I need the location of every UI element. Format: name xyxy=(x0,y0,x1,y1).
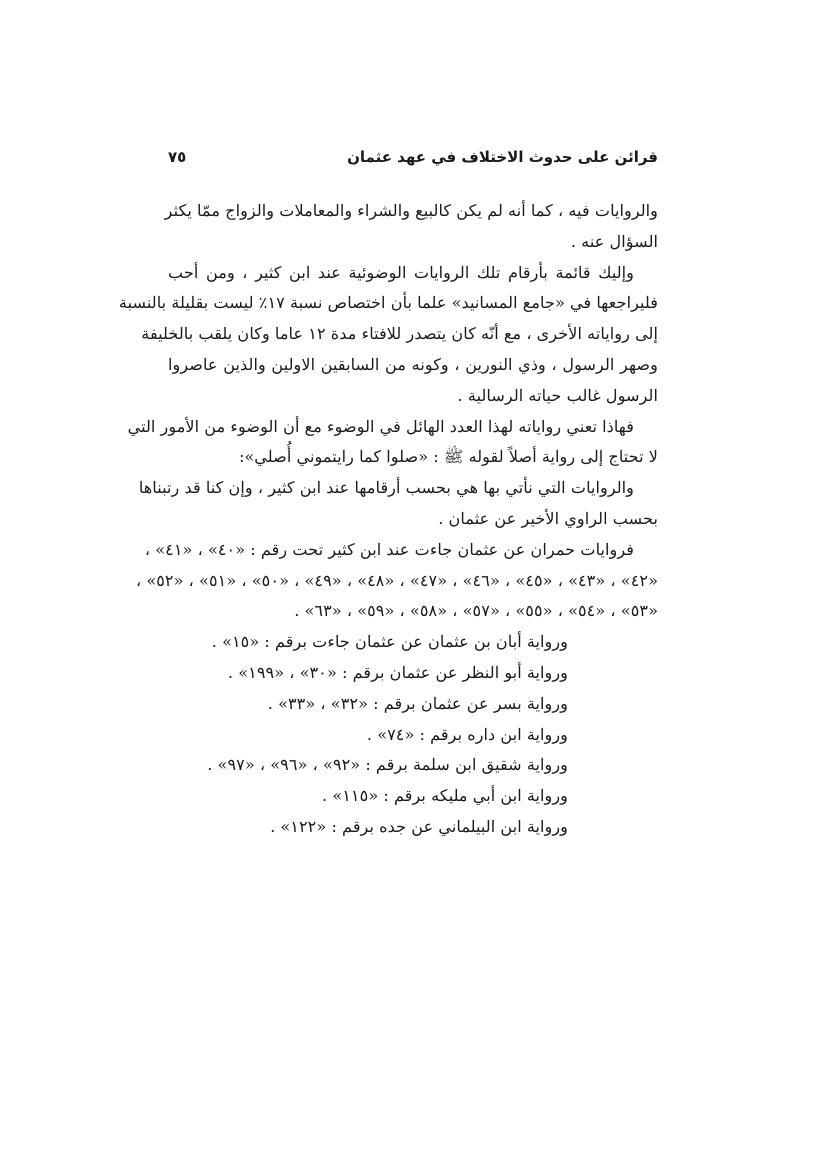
text-line: «٤٢» ، «٤٣» ، «٤٥» ، «٤٦» ، «٤٧» ، «٤٨» ، «٤٩» ، «٥٠» ، «٥١» ، «٥٢» ، xyxy=(135,570,658,590)
text-line: وصهر الرسول ، وذي النورين ، وكونه من السابقين الاولين والذين عاصروا xyxy=(168,354,658,374)
list-item: ورواية ابن البيلماني عن جده برقم : «١٢٢» . xyxy=(270,816,568,836)
text-line: وإليك قائمة بأرقام تلك الروايات الوضوئية عند ابن كثير ، ومن أحب xyxy=(168,262,634,282)
text-line: إلى رواياته الأخرى ، مع أنّه كان يتصدر للافتاء مدة ١٢ عاما وكان يلقب بالخليفة xyxy=(141,324,658,344)
list-item: ورواية أبان بن عثمان عن عثمان جاءت برقم : «١٥» . xyxy=(211,632,568,652)
list-item: ورواية شقيق ابن سلمة برقم : «٩٢» ، «٩٦» ، «٩٧» . xyxy=(207,755,568,775)
list-item: ورواية أبو النظر عن عثمان برقم : «٣٠» ، «١٩٩» . xyxy=(227,662,568,682)
text-line: والروايات فيه ، كما أنه لم يكن كالبيع والشراء والمعاملات والزواج ممّا يكثر xyxy=(164,201,658,220)
text-line: السؤال عنه . xyxy=(570,231,658,251)
list-item: ورواية ابن داره برقم : «٧٤» . xyxy=(366,724,568,744)
body-text xyxy=(118,196,658,843)
page-number: ٧٥ xyxy=(168,148,187,166)
text-line: بحسب الراوي الأخير عن عثمان . xyxy=(438,508,658,528)
list-item: ورواية بسر عن عثمان برقم : «٣٢» ، «٣٣» . xyxy=(267,693,568,713)
text-line: لا تحتاج إلى رواية أصلاً لقوله ﷺ : «صلوا كما رايتموني أُصلي»: xyxy=(238,447,658,467)
text-line: والروايات التي نأتي بها هي بحسب أرقامها عند ابن كثير ، وإن كنا قد رتبناها xyxy=(138,478,634,498)
chapter-title: قرائن على حدوث الاختلاف في عهد عثمان xyxy=(347,148,658,166)
text-line: الرسول غالب حياته الرسالية . xyxy=(457,385,658,405)
text-line: «٥٣» ، «٥٤» ، «٥٥» ، «٥٧» ، «٥٨» ، «٥٩» ، «٦٣» . xyxy=(294,601,658,621)
text-line: فهاذا تعني رواياته لهذا العدد الهائل في الوضوء مع أن الوضوء من الأمور التي xyxy=(127,416,634,436)
list-item: ورواية ابن أبي مليكه برقم : «١١٥» . xyxy=(322,786,568,806)
text-line: فليراجعها في «جامع المسانيد» علما بأن اختصاص نسبة ١٧٪ ليست بقليلة بالنسبة xyxy=(118,293,658,313)
running-header xyxy=(168,148,658,176)
text-line: فروايات حمران عن عثمان جاءت عند ابن كثير تحت رقم : «٤٠» ، «٤١» ، xyxy=(144,539,634,559)
